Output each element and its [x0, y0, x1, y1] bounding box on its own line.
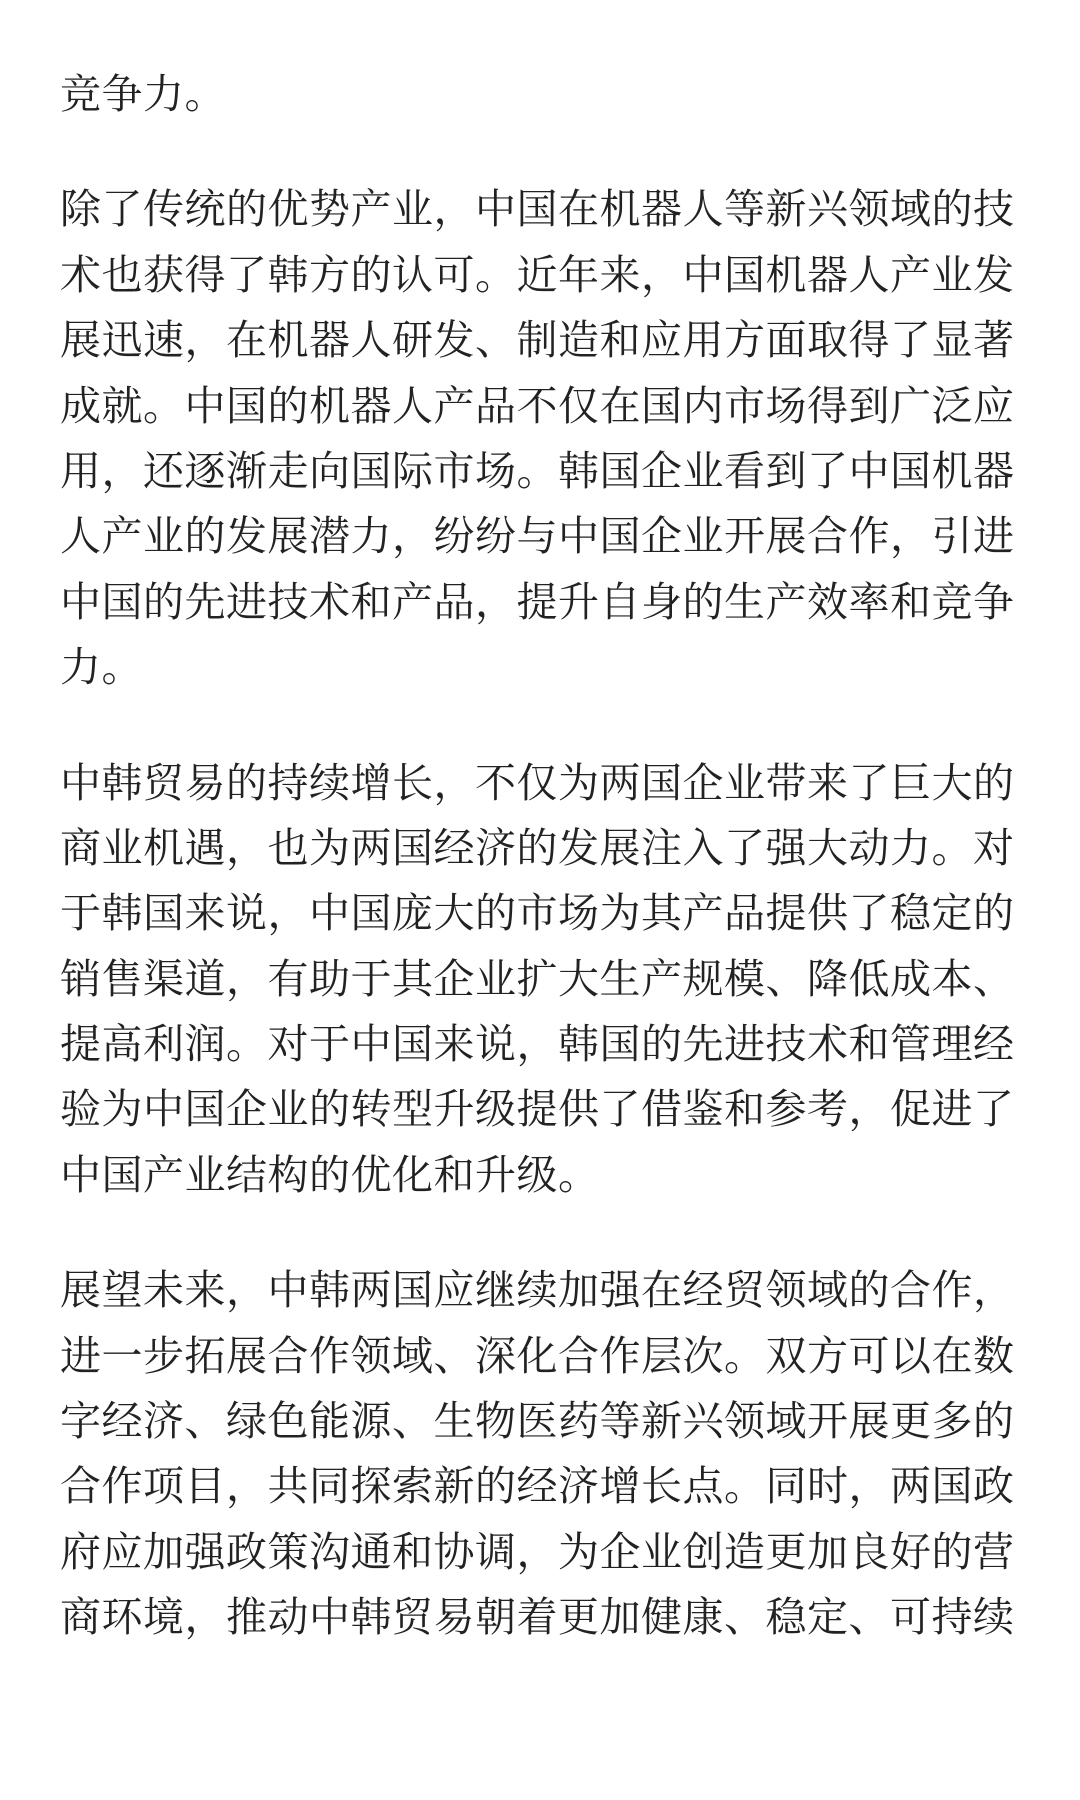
article-paragraph-2: 除了传统的优势产业，中国在机器人等新兴领域的技术也获得了韩方的认可。近年来，中国机器人产业发展迅速，在机器人研发、制造和应用方面取得了显著成就。中国的机器人产品不仅在国内市场得到广泛应用，还逐渐走向国际市场。韩国企业看到了中国机器人产业的发展潜力，纷纷与中国企业开展合作，引进中国的先进技术和产品，提升自身的生产效率和竞争力。: [60, 185, 1015, 692]
article-paragraph-1: 竞争力。: [60, 70, 226, 118]
article-paragraph-4: 展望未来，中韩两国应继续加强在经贸领域的合作，进一步拓展合作领域、深化合作层次。双方可以在数字经济、绿色能源、生物医药等新兴领域开展更多的合作项目，共同探索新的经济增长点。同时，两国政府应加强政策沟通和协调，为企业创造更加良好的营商环境，推动中韩贸易朝着更加健康、稳定、可持续: [60, 1266, 1015, 1642]
article-paragraph-3: 中韩贸易的持续增长，不仅为两国企业带来了巨大的商业机遇，也为两国经济的发展注入了强大动力。对于韩国来说，中国庞大的市场为其产品提供了稳定的销售渠道，有助于其企业扩大生产规模、降低成本、提高利润。对于中国来说，韩国的先进技术和管理经验为中国企业的转型升级提供了借鉴和参考，促进了中国产业结构的优化和升级。: [60, 758, 1015, 1199]
